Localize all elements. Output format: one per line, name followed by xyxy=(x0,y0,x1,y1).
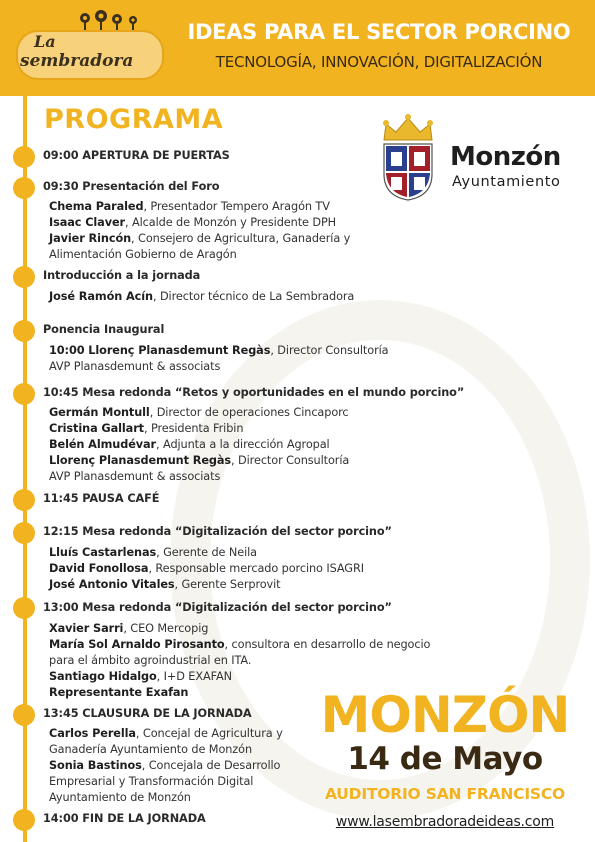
speaker-role: , Director de operaciones Cincaporc xyxy=(149,406,349,419)
event-title: 13:00 Mesa redonda “Digitalización del sector porcino” xyxy=(43,601,392,614)
timeline-dot xyxy=(13,597,35,619)
speaker-name: Lluís Castarlenas xyxy=(49,546,157,559)
speaker-role: Ayuntamiento de Monzón xyxy=(49,791,191,804)
speaker-role: para el ámbito agroindustrial en ITA. xyxy=(49,654,252,667)
speaker-role: , Consejero de Agricultura, Ganadería y xyxy=(131,232,351,245)
speaker-role: , Presidenta Fribin xyxy=(143,422,244,435)
header-banner xyxy=(0,0,595,96)
speaker-role: , Adjunta a la dirección Agropal xyxy=(156,438,330,451)
speaker-name: David Fonollosa xyxy=(49,562,149,575)
speaker-line xyxy=(49,561,409,577)
event-title: Introducción a la jornada xyxy=(43,269,201,282)
event-title: 10:45 Mesa redonda “Retos y oportunidades en el mundo porcino” xyxy=(43,386,465,399)
website-link[interactable]: www.lasembradoradeideas.com xyxy=(335,814,555,830)
speaker-line xyxy=(49,637,431,653)
crown-icon xyxy=(384,118,432,140)
speaker-name: José Antonio Vitales xyxy=(49,578,175,591)
speaker-role: , Presentador Tempero Aragón TV xyxy=(143,200,330,213)
timeline-dot xyxy=(13,146,35,168)
speaker-line xyxy=(49,199,409,215)
logo-text-line2: sembradora xyxy=(20,51,134,71)
speaker-line xyxy=(49,231,409,247)
speaker-role: AVP Planasdemunt & associats xyxy=(49,360,221,373)
speaker-name: Germán Montull xyxy=(49,406,150,419)
speaker-name: Xavier Sarri xyxy=(49,622,124,635)
speaker-role: AVP Planasdemunt & associats xyxy=(49,470,221,483)
speaker-role: , Responsable mercado porcino ISAGRI xyxy=(148,562,364,575)
speaker-name: Santiago Hidalgo xyxy=(49,670,157,683)
speaker-role: Alimentación Gobierno de Aragón xyxy=(49,248,237,261)
speaker-line xyxy=(49,405,409,421)
speaker-name: María Sol Arnaldo Pirosanto xyxy=(49,638,225,651)
speaker-role: Ganadería Ayuntamiento de Monzón xyxy=(49,743,253,756)
speaker-role: , CEO Mercopig xyxy=(123,622,209,635)
speaker-line xyxy=(49,247,409,263)
speaker-name: Llorenç Planasdemunt Regàs xyxy=(49,454,232,467)
speaker-name: Sonia Bastinos xyxy=(49,759,142,772)
speaker-name: Belén Almudévar xyxy=(49,438,157,451)
speaker-role: , Concejala de Desarrollo xyxy=(141,759,281,772)
event-venue: AUDITORIO SAN FRANCISCO xyxy=(324,785,566,803)
timeline-dot xyxy=(13,809,35,831)
speaker-name: Javier Rincón xyxy=(49,232,132,245)
speaker-role: , I+D EXAFAN xyxy=(156,670,232,683)
municipality-subtitle: Ayuntamiento xyxy=(452,174,561,190)
timeline-dot xyxy=(13,383,35,405)
event-title: 09:00 APERTURA DE PUERTAS xyxy=(43,149,230,162)
speaker-role: , Concejal de Agricultura y xyxy=(135,727,283,740)
speaker-name: Carlos Perella xyxy=(49,727,136,740)
event-title: 09:30 Presentación del Foro xyxy=(43,180,220,193)
page-title: IDEAS PARA EL SECTOR PORCINO xyxy=(187,20,571,44)
speaker-line xyxy=(49,545,409,561)
page-subtitle: TECNOLOGÍA, INNOVACIÓN, DIGITALIZACIÓN xyxy=(215,53,543,71)
speaker-line xyxy=(49,421,409,437)
speaker-name: Chema Paraled xyxy=(49,200,144,213)
speaker-line xyxy=(49,653,409,669)
speaker-role: , Alcalde de Monzón y Presidente DPH xyxy=(125,216,337,229)
event-title: 14:00 FIN DE LA JORNADA xyxy=(43,812,206,825)
timeline-dot xyxy=(13,320,35,342)
speaker-role: , consultora en desarrollo de negocio xyxy=(224,638,431,651)
speaker-line xyxy=(49,669,409,685)
municipality-name: Monzón xyxy=(450,142,561,172)
speaker-line xyxy=(49,343,409,359)
speaker-name: José Ramón Acín xyxy=(49,290,153,303)
timeline-dot xyxy=(13,522,35,544)
event-title: 12:15 Mesa redonda “Digitalización del sector porcino” xyxy=(43,525,392,538)
speaker-line xyxy=(49,577,409,593)
event-date: 14 de Mayo xyxy=(347,741,543,777)
speaker-role: , Gerente Serprovit xyxy=(174,578,281,591)
speaker-role: Empresarial y Transformación Digital xyxy=(49,775,254,788)
event-title: Ponencia Inaugural xyxy=(43,323,165,336)
speaker-name: Isaac Claver xyxy=(49,216,125,229)
speaker-role: , Director técnico de La Sembradora xyxy=(152,290,355,303)
speaker-role: , Gerente de Neila xyxy=(156,546,257,559)
speaker-name: Cristina Gallart xyxy=(49,422,144,435)
timeline-dot xyxy=(13,489,35,511)
speaker-role: , Director Consultoría xyxy=(231,454,350,467)
event-title: 11:45 PAUSA CAFÉ xyxy=(43,492,160,505)
programa-heading: PROGRAMA xyxy=(44,104,224,135)
speaker-name: Representante Exafan xyxy=(49,686,189,699)
event-city: MONZÓN xyxy=(320,686,570,744)
speaker-line xyxy=(49,215,409,231)
speaker-role: , Director Consultoría xyxy=(270,344,389,357)
speaker-line xyxy=(49,469,409,485)
speaker-line xyxy=(49,437,409,453)
timeline-dot xyxy=(13,266,35,288)
timeline-line xyxy=(23,96,27,842)
timeline-dot xyxy=(13,177,35,199)
speaker-line xyxy=(49,289,409,305)
monzon-coat-of-arms xyxy=(378,110,438,202)
speaker-line xyxy=(49,621,409,637)
logo-text-line1: La xyxy=(34,32,56,51)
speaker-name: 10:00 Llorenç Planasdemunt Regàs xyxy=(49,344,271,357)
speaker-line xyxy=(49,453,409,469)
la-sembradora-logo xyxy=(16,8,164,84)
event-title: 13:45 CLAUSURA DE LA JORNADA xyxy=(43,707,252,720)
speaker-line xyxy=(49,359,409,375)
timeline-dot xyxy=(13,704,35,726)
